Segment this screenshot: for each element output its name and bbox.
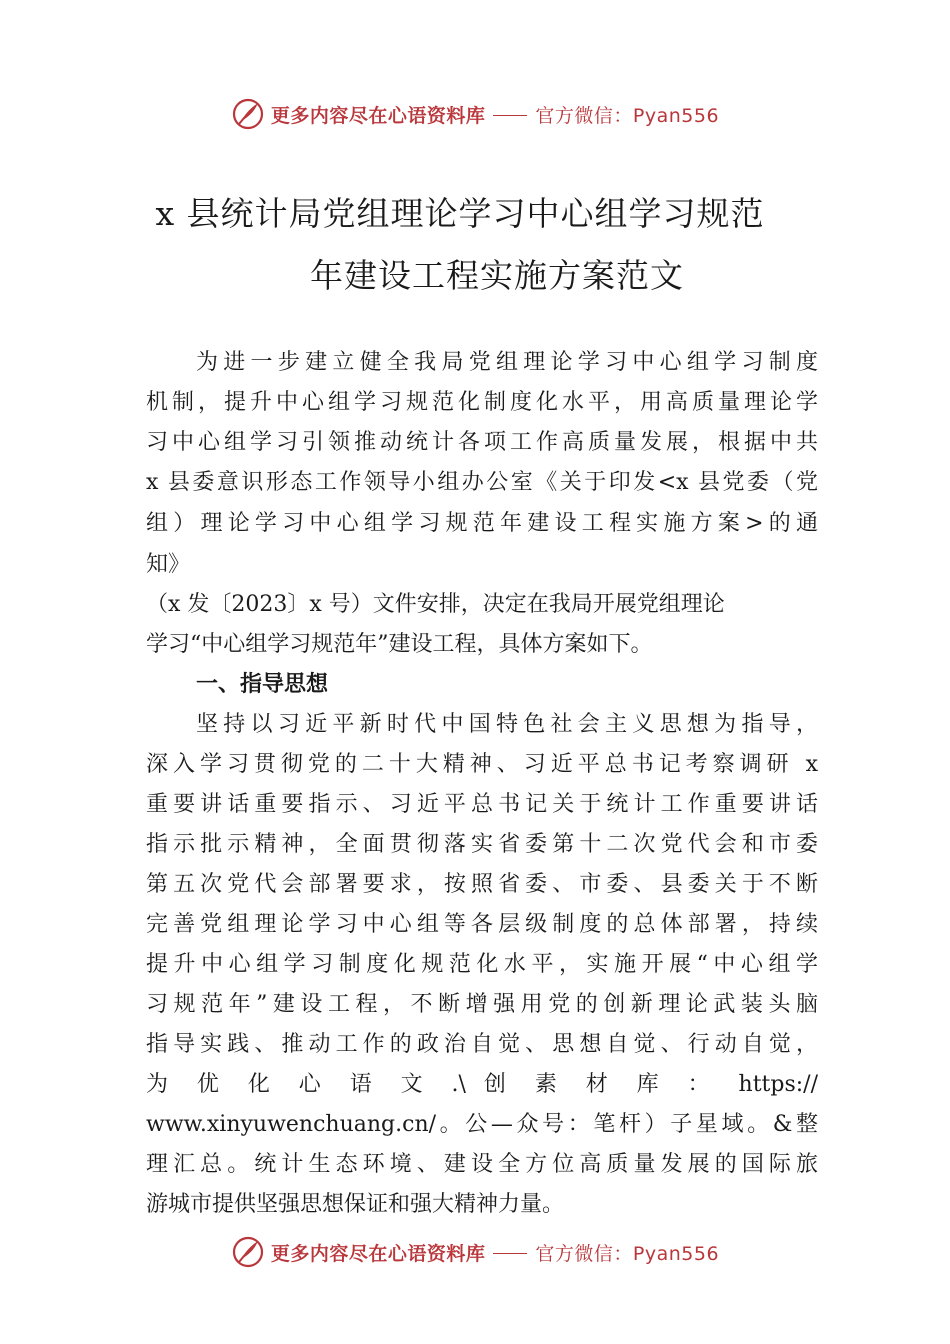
paragraph-line: www.xinyuwenchuang.cn/。公—众号：笔杆）子星域。&整: [146, 1112, 818, 1137]
paragraph-line: 游城市提供坚强思想保证和强大精神力量。: [146, 1192, 565, 1217]
paragraph-line: 完善党组理论学习中心组等各层级制度的总体部署，持续: [146, 912, 818, 937]
document-title-line-1: x 县统计局党组理论学习中心组学习规范: [155, 194, 765, 233]
document-title-line-2: 年建设工程实施方案范文: [310, 256, 684, 295]
paragraph-line: 知》: [146, 552, 191, 577]
banner-wechat: 官方微信：Pyan556: [535, 1242, 720, 1265]
paragraph-line: 指示批示精神，全面贯彻落实省委第十二次党代会和市委: [146, 832, 818, 857]
paragraph-line: 为进一步建立健全我局党组理论学习中心组学习制度: [196, 350, 818, 375]
paragraph-line: 理汇总。统计生态环境、建设全方位高质量发展的国际旅: [146, 1152, 818, 1177]
paragraph-line: 组）理论学习中心组学习规范年建设工程实施方案>的通: [146, 511, 818, 536]
paragraph-line: （x 发〔2023〕x 号）文件安排，决定在我局开展党组理论: [146, 592, 725, 617]
paragraph-line: 第五次党代会部署要求，按照省委、市委、县委关于不断: [146, 872, 818, 897]
paragraph-line: x 县委意识形态工作领导小组办公室《关于印发<x 县党委（党: [146, 470, 818, 495]
banner-dash: [493, 115, 527, 116]
paragraph-line: 提升中心组学习制度化规范化水平，实施开展“中心组学: [146, 952, 818, 977]
quill-logo-icon: [231, 1235, 265, 1269]
paragraph-line: 指导实践、推动工作的政治自觉、思想自觉、行动自觉，: [146, 1032, 818, 1057]
paragraph-line: 重要讲话重要指示、习近平总书记关于统计工作重要讲话: [146, 792, 818, 817]
paragraph-line: 坚持以习近平新时代中国特色社会主义思想为指导，: [196, 712, 818, 737]
banner-wechat: 官方微信：Pyan556: [535, 104, 720, 127]
footer-watermark-banner: [0, 1232, 950, 1272]
paragraph-line: 为 优 化 心 语 文 .\ 创 素 材 库 ： https://: [146, 1072, 818, 1097]
banner-site-name: 更多内容尽在心语资料库: [270, 104, 486, 127]
paragraph-line: 机制，提升中心组学习规范化制度化水平，用高质量理论学: [146, 390, 818, 415]
paragraph-line: 习中心组学习引领推动统计各项工作高质量发展，根据中共: [146, 430, 818, 455]
quill-logo-icon: [231, 97, 265, 131]
paragraph-line: 习规范年”建设工程，不断增强用党的创新理论武装头脑: [146, 992, 818, 1017]
header-watermark-banner: [0, 94, 950, 134]
paragraph-line: 深入学习贯彻党的二十大精神、习近平总书记考察调研 x: [146, 752, 818, 777]
section-heading: 一、指导思想: [196, 672, 329, 697]
paragraph-line: 学习“中心组学习规范年”建设工程，具体方案如下。: [146, 632, 653, 657]
banner-dash: [493, 1253, 527, 1254]
banner-site-name: 更多内容尽在心语资料库: [270, 1242, 486, 1265]
